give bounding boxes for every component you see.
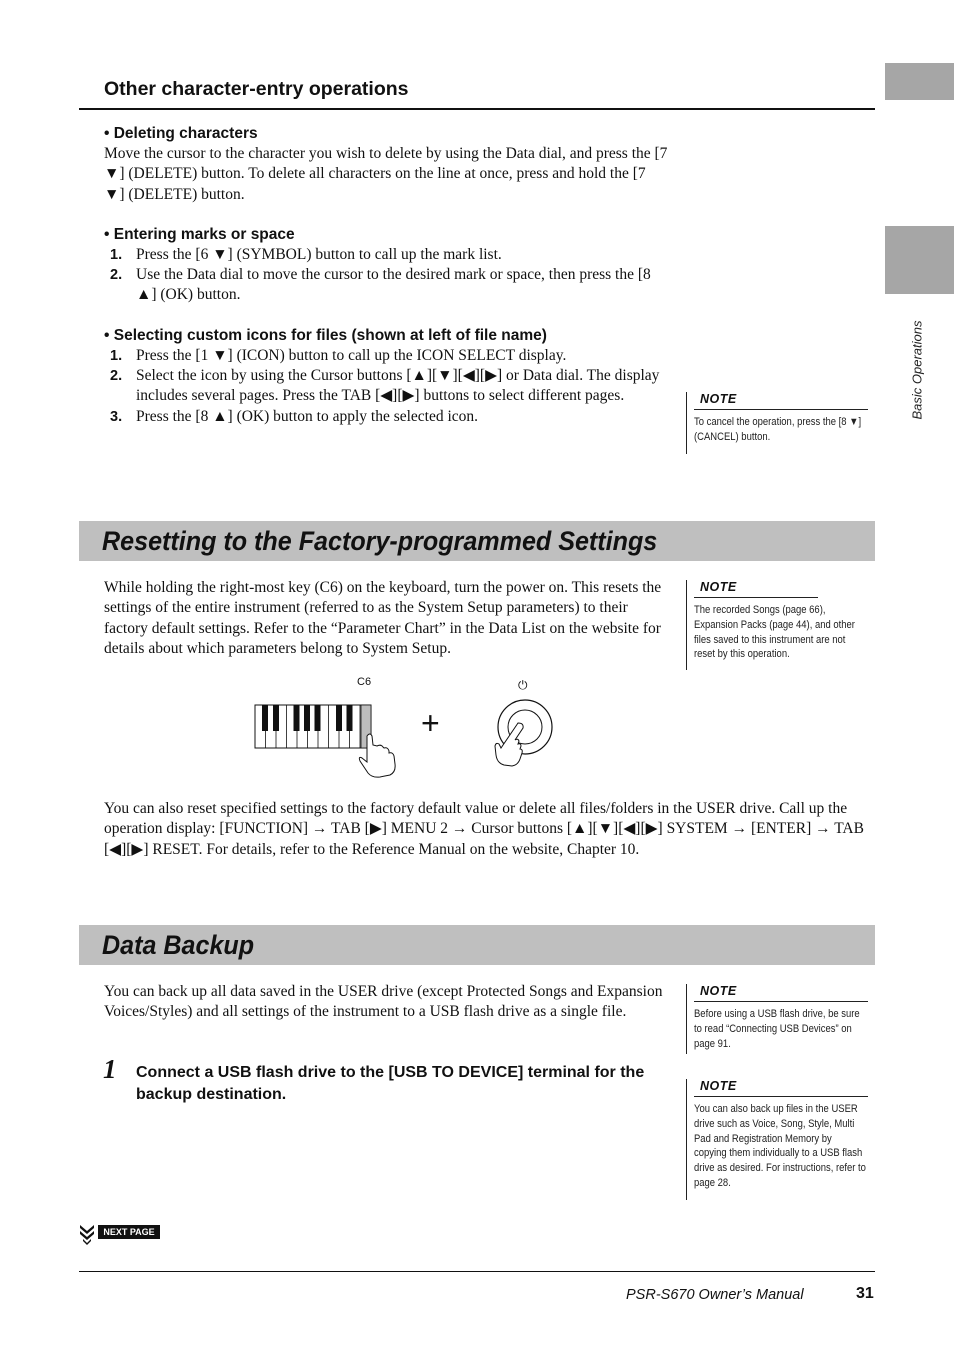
- section-rule: [79, 108, 875, 110]
- subhead-marks: • Entering marks or space: [104, 225, 295, 243]
- step-item: 1. Press the [1 ▼] (ICON) button to call up the ICON SELECT display.: [110, 346, 567, 364]
- side-tab-current: [885, 226, 954, 294]
- step-item: 1. Press the [6 ▼] (SYMBOL) button to call up the mark list.: [110, 245, 502, 263]
- key-label-c6: C6: [357, 676, 372, 688]
- section-banner-backup: [79, 925, 875, 965]
- note-text: The recorded Songs (page 66), Expansion Packs (page 44), and other files saved to this instrument are not reset by this operation.: [694, 604, 855, 661]
- note-label: NOTE: [694, 1079, 868, 1097]
- reset-paragraph: While holding the right-most key (C6) on the keyboard, turn the power on. This resets the settings of the entire instrument (referred to as the System Setup parameters) to their factory default settings. Refer to the “Parameter Chart” in the Data List on the website for details about which parameters belong to System Setup.: [104, 579, 662, 657]
- keyboard-illustration: [250, 700, 410, 780]
- banner-title: Data Backup: [102, 930, 255, 960]
- next-page-label: NEXT PAGE: [98, 1225, 160, 1239]
- manual-title: PSR-S670 Owner’s Manual: [626, 1287, 804, 1303]
- note-text: Before using a USB flash drive, be sure to read “Connecting USB Devices” on page 91.: [694, 1008, 860, 1050]
- side-tab-label: Basic Operations: [909, 320, 925, 420]
- note-label: NOTE: [694, 392, 868, 410]
- deleting-text: Move the cursor to the character you wish to delete by using the Data dial, and press the [7 ▼] (DELETE) button. To delete all characters on the line at once, press and hold the [7 ▼] (DELETE) button.: [104, 145, 668, 203]
- section-banner-reset: [79, 521, 875, 561]
- subhead-icons: • Selecting custom icons for files (shown at left of file name): [104, 326, 547, 344]
- note-reset: [686, 580, 876, 670]
- icons-steps: [104, 346, 670, 427]
- power-button-illustration: [488, 695, 568, 775]
- backup-paragraph: You can back up all data saved in the USER drive (except Protected Songs and Expansion Voices/Styles) and all settings of the instrument to a USB flash drive as a single file.: [104, 983, 663, 1021]
- note-backup-files: [686, 1079, 876, 1200]
- plus-sign: +: [421, 705, 440, 741]
- marks-steps: [104, 245, 670, 306]
- power-symbol-icon: ⏻: [518, 678, 528, 692]
- section-heading: Other character-entry operations: [104, 78, 409, 100]
- page-number: 31: [856, 1285, 874, 1302]
- subhead-deleting: • Deleting characters: [104, 125, 258, 142]
- note-text: To cancel the operation, press the [8 ▼] (CANCEL) button.: [694, 416, 862, 443]
- footer-rule: [79, 1271, 875, 1272]
- reset-function-paragraph: You can also reset specified settings to the factory default value or delete all files/folders in the USER drive. Call up the operation display: [FUNCTION] → TAB [▶] MENU 2 → Cursor buttons [▲][▼][◀][▶] SYSTEM → [ENTER] → TAB [◀][▶] RESET. For details, refer to the Reference Manual on the website, Chapter 10.: [104, 800, 864, 858]
- step-number: 1: [103, 1054, 117, 1084]
- next-page-arrow-icon: [79, 1224, 95, 1246]
- step-item: 2. Use the Data dial to move the cursor to the desired mark or space, then press the [8 ▲] (OK) button.: [110, 266, 651, 304]
- side-tab-top: [885, 63, 954, 100]
- note-cancel: [686, 392, 876, 454]
- note-text: You can also back up files in the USER drive such as Voice, Song, Style, Multi Pad and Registration Memory by copying them individually to a USB flash drive as desired. For instructions, refer to page 28.: [694, 1103, 866, 1189]
- note-label: NOTE: [694, 984, 868, 1002]
- banner-title: Resetting to the Factory-programmed Settings: [102, 526, 658, 556]
- step-instruction: Connect a USB flash drive to the [USB TO DEVICE] terminal for the backup destination.: [136, 1064, 645, 1103]
- step-item: 3. Press the [8 ▲] (OK) button to apply the selected icon.: [110, 407, 479, 425]
- note-usb: [686, 984, 876, 1054]
- note-label: NOTE: [694, 580, 818, 598]
- step-item: 2. Select the icon by using the Cursor buttons [▲][▼][◀][▶] or Data dial. The display includes several pages. Press the TAB [◀][▶] buttons to select different pages.: [110, 367, 660, 405]
